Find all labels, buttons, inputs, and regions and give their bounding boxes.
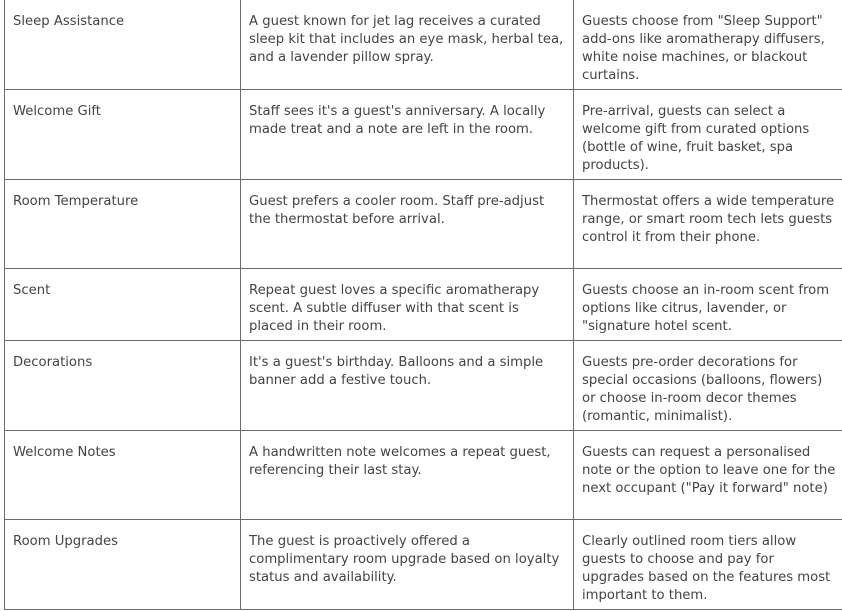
comparison-table-container: [4, 0, 836, 610]
personalised-example-cell: A handwritten note welcomes a repeat guest, referencing their last stay.: [241, 431, 574, 520]
personalised-example-cell: A guest known for jet lag receives a curated sleep kit that includes an eye mask, herbal tea, and a lavender pillow spray.: [241, 0, 574, 90]
customisable-example-cell: Clearly outlined room tiers allow guests to choose and pay for upgrades based on the features most important to them.: [574, 520, 842, 610]
feature-cell: Room Temperature: [5, 180, 241, 269]
personalised-example-cell: The guest is proactively offered a complimentary room upgrade based on loyalty status and availability.: [241, 520, 574, 610]
table-row: [5, 0, 842, 90]
personalised-example-cell: It's a guest's birthday. Balloons and a simple banner add a festive touch.: [241, 341, 574, 431]
table-row: [5, 180, 842, 269]
feature-cell: Decorations: [5, 341, 241, 431]
personalised-example-cell: Repeat guest loves a specific aromatherapy scent. A subtle diffuser with that scent is placed in their room.: [241, 269, 574, 341]
personalised-example-cell: Staff sees it's a guest's anniversary. A locally made treat and a note are left in the room.: [241, 90, 574, 180]
customisable-example-cell: Thermostat offers a wide temperature range, or smart room tech lets guests control it from their phone.: [574, 180, 842, 269]
customisable-example-cell: Guests choose from "Sleep Support" add-ons like aromatherapy diffusers, white noise machines, or blackout curtains.: [574, 0, 842, 90]
customisable-example-cell: Guests pre-order decorations for special occasions (balloons, flowers) or choose in-room decor themes (romantic, minimalist).: [574, 341, 842, 431]
feature-cell: Welcome Gift: [5, 90, 241, 180]
personalised-example-cell: Guest prefers a cooler room. Staff pre-adjust the thermostat before arrival.: [241, 180, 574, 269]
feature-cell: Room Upgrades: [5, 520, 241, 610]
table-row: [5, 341, 842, 431]
table-row: [5, 431, 842, 520]
table-row: [5, 520, 842, 610]
feature-cell: Sleep Assistance: [5, 0, 241, 90]
customisable-example-cell: Guests can request a personalised note or the option to leave one for the next occupant ("Pay it forward" note): [574, 431, 842, 520]
table-row: [5, 90, 842, 180]
table-row: [5, 269, 842, 341]
feature-cell: Welcome Notes: [5, 431, 241, 520]
table-body: [5, 0, 842, 610]
feature-cell: Scent: [5, 269, 241, 341]
comparison-table: [4, 0, 842, 610]
customisable-example-cell: Guests choose an in-room scent from options like citrus, lavender, or "signature hotel scent.: [574, 269, 842, 341]
customisable-example-cell: Pre-arrival, guests can select a welcome gift from curated options (bottle of wine, fruit basket, spa products).: [574, 90, 842, 180]
